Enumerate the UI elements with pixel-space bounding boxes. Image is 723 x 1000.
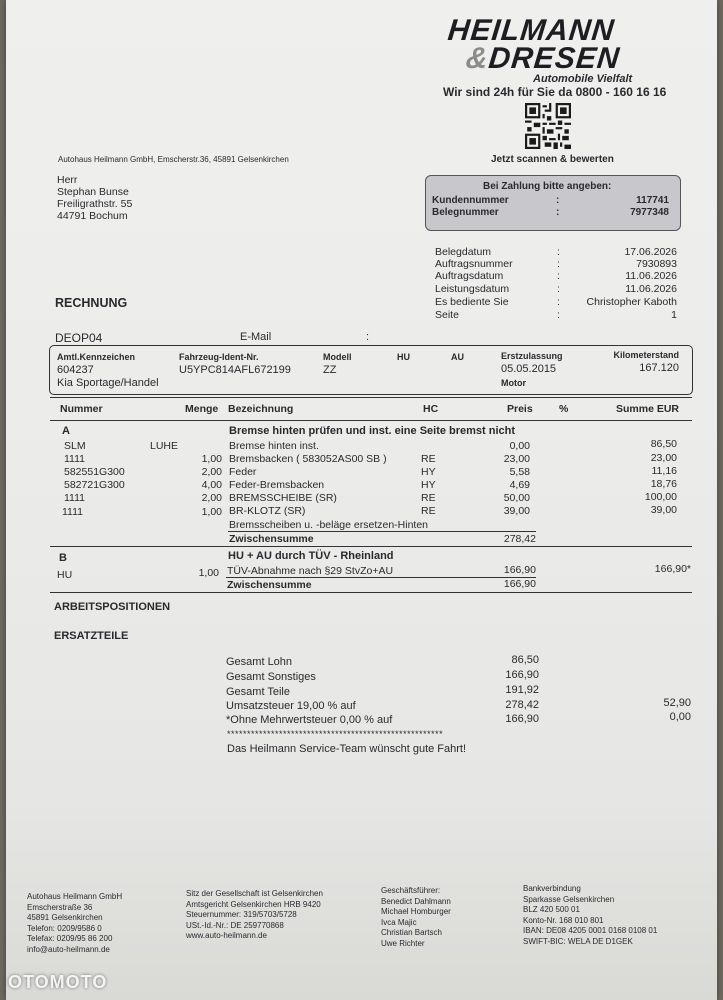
meta-label-auftragsnummer: Auftragsnummer <box>435 258 513 270</box>
row-bezeichnung: Feder <box>229 466 257 478</box>
vehicle-model: ZZ <box>323 364 337 376</box>
row-hc: RE <box>421 453 436 465</box>
col-header-hc: HC <box>423 403 439 415</box>
meta-label-page: Seite <box>435 309 459 321</box>
divider <box>228 531 536 532</box>
footer-line: Telefax: 0209/95 86 200 <box>27 934 113 943</box>
divider <box>50 546 692 547</box>
logo-dresen <box>464 42 621 76</box>
row-summe: 18,76 <box>650 478 677 490</box>
row-sub: LUHE <box>150 440 179 452</box>
row-summe: 86,50 <box>650 438 677 450</box>
section-a-code: A <box>62 425 70 437</box>
section-b-code: B <box>59 552 67 564</box>
total-label-teile: Gesamt Teile <box>226 686 290 698</box>
meta-sep: : <box>557 258 560 270</box>
farewell-message: Das Heilmann Service-Team wünscht gute Fahrt! <box>227 743 467 755</box>
footer-line: Bankverbindung <box>523 884 581 893</box>
footer-line: Geschäftsführer: <box>381 886 441 895</box>
meta-label-leistungsdatum: Leistungsdatum <box>435 283 510 295</box>
section-b-subtotal: 166,90 <box>503 578 536 590</box>
footer-line: Michael Homburger <box>381 907 451 916</box>
recipient-street: Freiligrathstr. 55 <box>57 198 133 210</box>
row-nummer: SLM <box>64 440 86 452</box>
footer-line: IBAN: DE08 4205 0001 0168 0108 01 <box>523 926 658 935</box>
section-b-subtotal-label: Zwischensumme <box>227 579 312 591</box>
heading-ersatzteile: ERSATZTEILE <box>54 630 129 642</box>
footer-line: Sparkasse Gelsenkirchen <box>523 894 615 904</box>
qr-code-icon <box>525 103 571 149</box>
row-menge: 4,00 <box>201 479 222 491</box>
footer-line: BLZ 420 500 01 <box>523 905 580 914</box>
row-preis: 166,90 <box>503 564 536 576</box>
total-value-teile: 191,92 <box>505 684 539 696</box>
footer-line: info@auto-heilmann.de <box>27 944 110 954</box>
row-summe: 39,00 <box>650 504 677 516</box>
vehicle-au-header: AU <box>451 352 464 362</box>
recipient-salutation: Herr <box>57 174 78 186</box>
col-header-menge: Menge <box>185 403 219 415</box>
meta-sep: : <box>557 246 560 258</box>
recipient-city: 44791 Bochum <box>57 210 128 222</box>
total-value-lohn: 86,50 <box>511 654 539 666</box>
row-bezeichnung: BR-KLOTZ (SR) <box>229 505 306 517</box>
col-header-preis: Preis <box>507 403 533 415</box>
row-bezeichnung: Feder-Bremsbacken <box>229 479 325 491</box>
section-a-note: Bremsscheiben u. -beläge ersetzen-Hinten <box>229 519 429 531</box>
total-value-no-vat-base: 166,90 <box>505 713 539 725</box>
divider <box>50 397 692 398</box>
row-bezeichnung: Bremsbacken ( 583052AS00 SB ) <box>229 453 387 465</box>
vehicle-km: 167.120 <box>639 362 679 374</box>
row-menge: 1,00 <box>201 453 222 465</box>
vehicle-hu-header: HU <box>397 352 410 362</box>
meta-label-served-by: Es bediente Sie <box>435 296 509 308</box>
recipient-name: Stephan Bunse <box>57 186 129 198</box>
row-hc: RE <box>421 505 436 517</box>
vehicle-plate-header: Amtl.Kennzeichen <box>57 352 136 362</box>
heading-arbeitspositionen: ARBEITSPOSITIONEN <box>54 601 171 613</box>
col-header-summe: Summe EUR <box>615 403 679 415</box>
footer-line: Steuernummer: 319/5703/5728 <box>186 910 297 919</box>
footer-line: Benedict Dahlmann <box>381 896 451 906</box>
meta-value-auftragsnummer: 7930893 <box>636 258 677 270</box>
footer-management <box>381 886 451 949</box>
row-menge: 1,00 <box>201 506 222 518</box>
footer-line: Uwe Richter <box>381 938 425 948</box>
meta-label-auftragsdatum: Auftragsdatum <box>435 270 504 282</box>
section-a-subtotal-label: Zwischensumme <box>229 533 314 545</box>
meta-value-auftragsdatum: 11.06.2026 <box>625 270 677 282</box>
row-summe: 166,90* <box>654 563 691 575</box>
document-number-value: 7977348 <box>630 207 669 218</box>
vehicle-first-reg: 05.05.2015 <box>501 363 557 375</box>
row-preis: 5,58 <box>509 466 530 478</box>
total-value-vat: 52,90 <box>663 697 691 709</box>
row-preis: 4,69 <box>509 479 530 491</box>
divider <box>50 592 692 593</box>
row-summe: 11,16 <box>651 465 677 477</box>
row-preis: 50,00 <box>503 492 530 504</box>
vehicle-km-header: Kilometerstand <box>613 350 679 360</box>
total-label-vat: Umsatzsteuer 19,00 % auf <box>226 700 356 712</box>
qr-caption: Jetzt scannen & bewerten <box>491 154 614 165</box>
divider <box>50 420 692 421</box>
footer-line: 45891 Gelsenkirchen <box>27 913 103 922</box>
document-number-label: Belegnummer <box>432 207 499 218</box>
col-header-nummer: Nummer <box>60 403 103 415</box>
row-menge: 2,00 <box>201 466 222 478</box>
hotline-phone: Wir sind 24h für Sie da 0800 - 160 16 16 <box>443 85 667 99</box>
row-summe: 23,00 <box>650 452 677 464</box>
meta-value-page: 1 <box>671 309 677 321</box>
divider <box>226 577 536 578</box>
otomoto-watermark: OTOMOTO <box>8 972 108 992</box>
total-label-sonstiges: Gesamt Sonstiges <box>226 671 316 683</box>
vehicle-make: Kia Sportage/Handel <box>57 377 159 389</box>
footer-line: USt.-Id.-Nr.: DE 259770868 <box>186 920 284 930</box>
vehicle-first-reg-header: Erstzulassung <box>501 351 563 361</box>
meta-sep: : <box>557 283 560 295</box>
footer-line: Amtsgericht Gelsenkirchen HRB 9420 <box>186 899 321 909</box>
row-nummer: 582721G300 <box>64 479 125 491</box>
footer-company <box>27 892 122 955</box>
footer-line: SWIFT-BIC: WELA DE D1GEK <box>523 936 633 946</box>
footer-line: Emscherstraße 36 <box>27 902 93 912</box>
col-header-bezeichnung: Bezeichnung <box>228 403 294 415</box>
vehicle-engine-label: Motor <box>501 378 526 388</box>
row-menge: 1,00 <box>198 567 219 579</box>
logo-dresen-text: DRESEN <box>486 42 622 75</box>
footer-line: Autohaus Heilmann GmbH <box>27 892 123 901</box>
section-a-subtotal: 278,42 <box>503 533 536 545</box>
email-label: E-Mail <box>240 331 272 343</box>
section-a-title: Bremse hinten prüfen und inst. eine Seite bremst nicht <box>229 425 516 437</box>
meta-value-served-by: Christopher Kaboth <box>586 296 677 308</box>
document-title: RECHNUNG <box>55 296 128 310</box>
footer-line: Telefon: 0209/9586 0 <box>27 923 102 933</box>
row-nummer: 1111 <box>64 453 86 465</box>
sender-line: Autohaus Heilmann GmbH, Emscherstr.36, 45891 Gelsenkirchen <box>58 155 289 164</box>
row-hc: HY <box>421 479 436 491</box>
customer-number-value: 117741 <box>636 195 669 206</box>
tagline: Automobile Vielfalt <box>533 73 633 85</box>
footer-line: Christian Bartsch <box>381 928 442 937</box>
row-bezeichnung: Bremse hinten inst. <box>229 440 319 452</box>
customer-number-sep: : <box>556 195 560 206</box>
meta-value-belegdatum: 17.06.2026 <box>624 246 677 258</box>
meta-sep: : <box>557 296 560 308</box>
logo-ampersand: & <box>464 42 491 75</box>
meta-sep: : <box>557 270 560 282</box>
footer-line: www.auto-heilmann.de <box>186 931 267 940</box>
row-nummer: 1111 <box>64 492 86 504</box>
row-nummer: 582551G300 <box>64 466 125 478</box>
total-label-no-vat: *Ohne Mehrwertsteuer 0,00 % auf <box>226 714 393 726</box>
footer-line: Sitz der Gesellschaft ist Gelsenkirchen <box>186 889 323 898</box>
row-nummer: 1111 <box>62 506 84 518</box>
payment-box-title: Bei Zahlung bitte angeben: <box>483 181 612 192</box>
row-preis: 0,00 <box>509 440 530 452</box>
footer-line: Ivca Majic <box>381 917 417 927</box>
total-value-no-vat: 0,00 <box>669 711 691 723</box>
row-summe: 100,00 <box>644 491 677 503</box>
row-preis: 23,00 <box>503 453 530 465</box>
row-nummer: HU <box>57 569 73 581</box>
row-menge: 2,00 <box>201 492 222 504</box>
vehicle-vin-header: Fahrzeug-Ident-Nr. <box>179 352 259 362</box>
vehicle-vin: U5YPC814AFL672199 <box>179 364 291 376</box>
footer-bank <box>523 884 657 947</box>
row-preis: 39,00 <box>503 505 530 517</box>
row-bezeichnung: TÜV-Abnahme nach §29 StvZo+AU <box>227 565 394 577</box>
email-sep: : <box>366 331 370 343</box>
section-b-title: HU + AU durch TÜV - Rheinland <box>228 550 394 562</box>
footer-legal <box>186 889 323 942</box>
col-header-percent: % <box>559 403 569 415</box>
vehicle-plate: 604237 <box>57 364 94 376</box>
document-number-sep: : <box>556 207 560 218</box>
customer-number-label: Kundennummer <box>432 195 509 206</box>
footer-line: Konto-Nr. 168 010 801 <box>523 915 604 925</box>
document-code: DEOP04 <box>55 331 103 345</box>
row-hc: HY <box>421 466 436 478</box>
row-hc: RE <box>421 492 436 504</box>
meta-label-belegdatum: Belegdatum <box>435 246 492 258</box>
star-separator: ****************************************************** <box>227 729 444 739</box>
meta-value-leistungsdatum: 11.06.2026 <box>625 283 677 295</box>
logo-heilmann: HEILMANN <box>446 14 617 47</box>
meta-sep: : <box>557 309 560 321</box>
total-value-sonstiges: 166,90 <box>505 669 539 681</box>
row-bezeichnung: BREMSSCHEIBE (SR) <box>229 492 337 504</box>
invoice-paper <box>6 0 717 1000</box>
total-value-vat-base: 278,42 <box>505 699 539 711</box>
total-label-lohn: Gesamt Lohn <box>226 656 293 668</box>
vehicle-model-header: Modell <box>323 352 352 362</box>
